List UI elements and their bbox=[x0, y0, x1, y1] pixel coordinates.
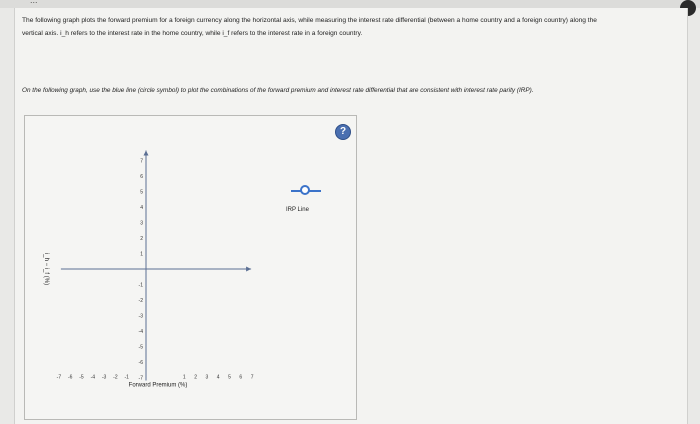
x-tick-label: -1 bbox=[124, 374, 129, 381]
x-tick-label: -2 bbox=[113, 374, 118, 381]
header-title: ... bbox=[30, 0, 38, 5]
y-tick-label: 3 bbox=[140, 220, 143, 227]
y-tick-label: -1 bbox=[138, 282, 143, 289]
x-tick-label: 1 bbox=[182, 374, 186, 381]
y-axis-title: i_h − i_f (%) bbox=[43, 252, 49, 286]
help-button[interactable]: ? bbox=[335, 124, 351, 140]
x-tick-label: 3 bbox=[205, 374, 209, 381]
y-tick-label: 4 bbox=[140, 205, 143, 211]
y-tick-label: -6 bbox=[138, 360, 143, 366]
x-tick-label: 7 bbox=[250, 374, 254, 381]
x-tick-label: -5 bbox=[79, 374, 84, 381]
instruction-text: On the following graph, use the blue line (circle symbol) to plot the combinations of the forward premium and interest rate differential that are consistent with interest rate parity (IRP). bbox=[22, 87, 534, 94]
question-paragraph: The following graph plots the forward premium for a foreign currency along the horizontal axis, while measuring the interest rate differential (between a home country and a foreign country) along the vertical axis. i_h refers to the interest rate in the home country, while i_f refers to the interest rate in a foreign country. bbox=[22, 17, 597, 37]
y-tick-label: -2 bbox=[138, 298, 143, 304]
legend-label: IRP Line bbox=[286, 207, 309, 213]
y-tick-label: 7 bbox=[140, 158, 143, 165]
x-tick-label: -3 bbox=[101, 374, 107, 381]
y-tick-label: -3 bbox=[138, 313, 143, 320]
x-tick-label: -6 bbox=[67, 374, 73, 381]
y-tick-label: 2 bbox=[140, 236, 143, 242]
x-axis-title: Forward Premium (%) bbox=[128, 382, 188, 389]
x-tick-label: 4 bbox=[216, 374, 220, 381]
x-tick-label: -4 bbox=[90, 374, 96, 381]
y-axis-arrow-icon bbox=[144, 151, 149, 156]
x-axis-arrow-icon bbox=[246, 267, 251, 272]
y-tick-label: -4 bbox=[138, 329, 143, 335]
x-tick-label: -7 bbox=[56, 374, 62, 381]
irp-line-tool-icon[interactable] bbox=[300, 185, 310, 195]
y-tick-label: -5 bbox=[138, 344, 143, 351]
y-tick-label: -7 bbox=[138, 375, 143, 382]
x-tick-label: 2 bbox=[194, 374, 197, 381]
x-tick-label: 5 bbox=[228, 374, 231, 381]
y-tick-label: 1 bbox=[140, 251, 143, 258]
x-tick-label: 6 bbox=[239, 374, 243, 381]
y-tick-label: 5 bbox=[140, 189, 143, 196]
y-tick-label: 6 bbox=[140, 174, 143, 180]
